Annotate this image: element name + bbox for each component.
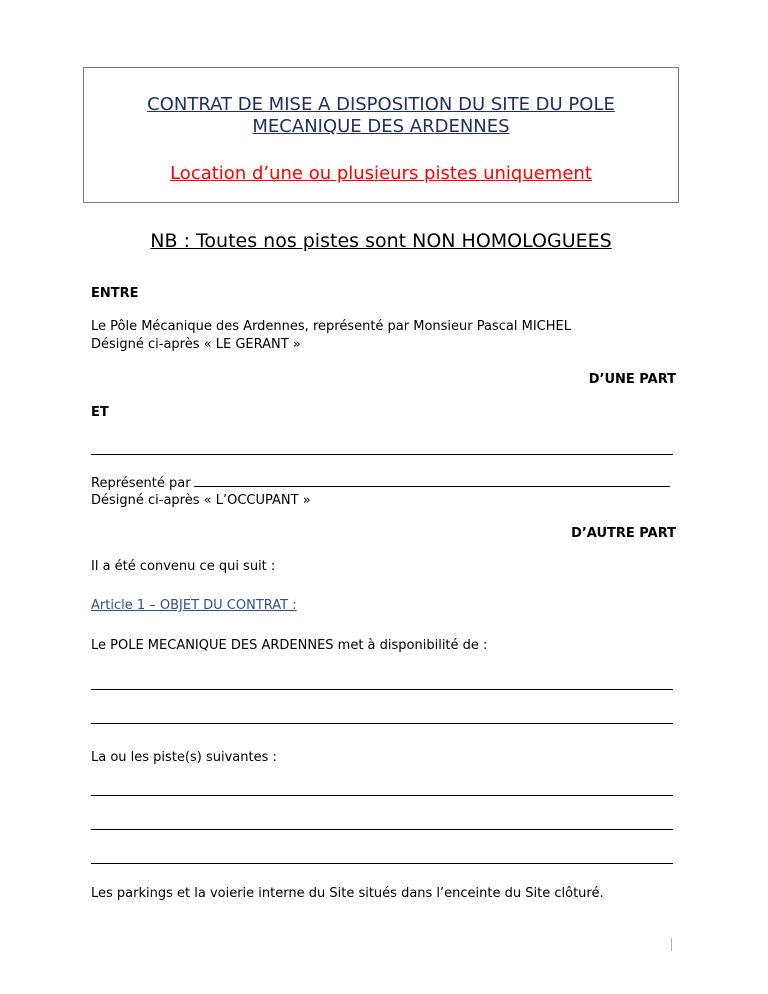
represente-par-row — [91, 474, 670, 493]
disponibilite-blank-2[interactable] — [91, 723, 673, 724]
pistes-text: La ou les piste(s) suivantes : — [91, 750, 277, 765]
gerant-line-1: Le Pôle Mécanique des Ardennes, représenté par Monsieur Pascal MICHEL — [91, 319, 571, 334]
et-heading: ET — [91, 405, 109, 420]
occupant-line: Désigné ci-après « L’OCCUPANT » — [91, 493, 311, 508]
represente-par-label: Représenté par — [91, 476, 191, 491]
parkings-text: Les parkings et la voierie interne du Site situés dans l’enceinte du Site clôturé. — [91, 886, 604, 901]
page-number-marker — [671, 938, 672, 951]
title-box — [83, 67, 679, 203]
pistes-blank-2[interactable] — [91, 829, 673, 830]
occupant-name-blank[interactable] — [91, 454, 673, 455]
title-line-2: MECANIQUE DES ARDENNES — [252, 116, 510, 137]
pistes-blank-1[interactable] — [91, 795, 673, 796]
article-1-title: Article 1 – OBJET DU CONTRAT : — [91, 598, 297, 613]
entre-heading: ENTRE — [91, 286, 139, 301]
disponibilite-text: Le POLE MECANIQUE DES ARDENNES met à disponibilité de : — [91, 638, 488, 653]
une-part-label: D’UNE PART — [588, 372, 676, 387]
pistes-blank-3[interactable] — [91, 863, 673, 864]
nb-notice: NB : Toutes nos pistes sont NON HOMOLOGUEES — [150, 230, 612, 252]
convenu-text: Il a été convenu ce qui suit : — [91, 559, 276, 574]
disponibilite-blank-1[interactable] — [91, 689, 673, 690]
gerant-line-2: Désigné ci-après « LE GERANT » — [91, 337, 301, 352]
subtitle: Location d’une ou plusieurs pistes uniquement — [170, 163, 592, 184]
title-line-1: CONTRAT DE MISE A DISPOSITION DU SITE DU POLE — [147, 94, 615, 115]
representant-blank[interactable] — [194, 474, 670, 487]
autre-part-label: D’AUTRE PART — [571, 526, 676, 541]
